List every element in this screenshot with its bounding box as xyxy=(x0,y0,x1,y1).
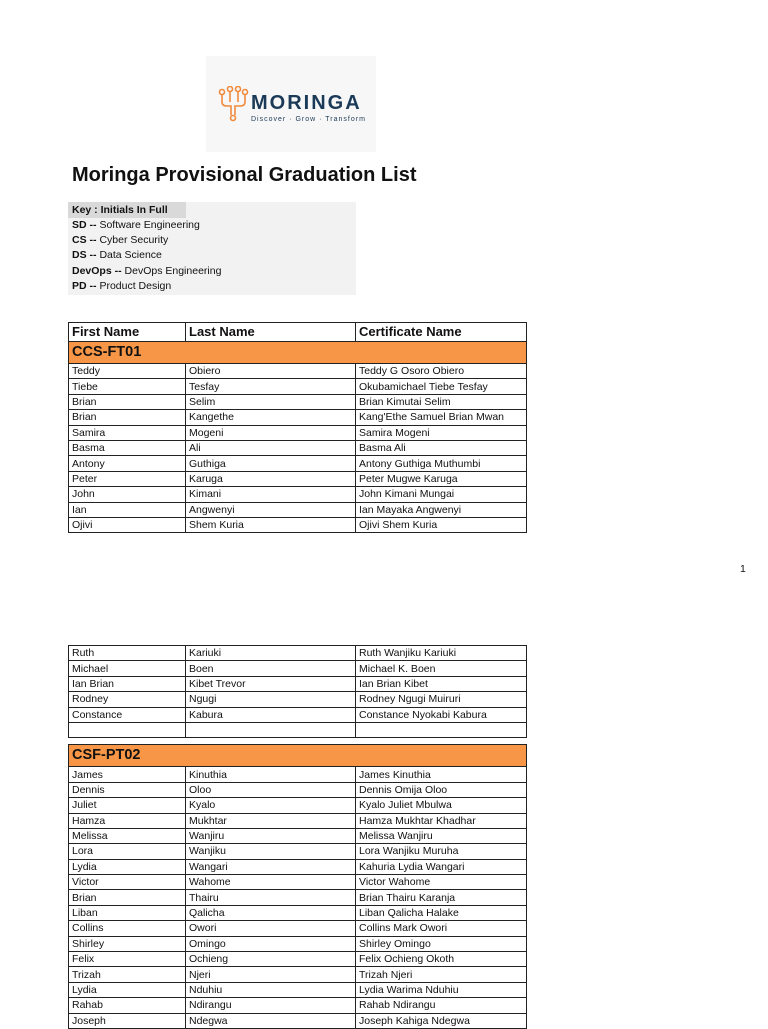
first-name-cell: Teddy xyxy=(69,364,186,379)
table-row xyxy=(69,844,527,859)
last-name-cell: Kabura xyxy=(186,707,356,722)
first-name-cell: Brian xyxy=(69,890,186,905)
first-name-cell: Collins xyxy=(69,921,186,936)
certificate-name-cell: Samira Mogeni xyxy=(356,425,527,440)
cohort-row xyxy=(69,745,527,767)
table-row xyxy=(69,440,527,455)
table-row xyxy=(69,828,527,843)
first-name-cell: Samira xyxy=(69,425,186,440)
first-name-cell: Ojivi xyxy=(69,517,186,532)
certificate-name-cell: Ojivi Shem Kuria xyxy=(356,517,527,532)
last-name-cell: Omingo xyxy=(186,936,356,951)
key-item: SD -- Software Engineering xyxy=(72,219,200,231)
key-legend xyxy=(68,202,356,295)
first-name-cell: Juliet xyxy=(69,798,186,813)
table-row xyxy=(69,921,527,936)
certificate-name-cell: Rodney Ngugi Muiruri xyxy=(356,692,527,707)
cohort-row xyxy=(69,342,527,364)
table-row xyxy=(69,502,527,517)
certificate-name-cell: Antony Guthiga Muthumbi xyxy=(356,456,527,471)
last-name-cell: Karuga xyxy=(186,471,356,486)
certificate-name-cell: Kyalo Juliet Mbulwa xyxy=(356,798,527,813)
first-name-cell: Joseph xyxy=(69,1013,186,1028)
last-name-cell: Ochieng xyxy=(186,952,356,967)
certificate-name-cell: Brian Thairu Karanja xyxy=(356,890,527,905)
spacer-row xyxy=(69,738,527,745)
key-heading: Key : Initials In Full xyxy=(68,202,186,218)
key-item: CS -- Cyber Security xyxy=(72,234,169,246)
first-name-cell: Ruth xyxy=(69,646,186,661)
first-name-cell: James xyxy=(69,767,186,782)
graduation-table-page2 xyxy=(68,645,527,1029)
certificate-name-cell: Rahab Ndirangu xyxy=(356,998,527,1013)
table-row xyxy=(69,890,527,905)
table-row xyxy=(69,905,527,920)
table-row xyxy=(69,517,527,532)
first-name-cell: Ian Brian xyxy=(69,676,186,691)
last-name-cell: Wahome xyxy=(186,875,356,890)
first-name-cell: Ian xyxy=(69,502,186,517)
logo-wordmark: MORINGA xyxy=(251,92,362,114)
certificate-name-cell: Shirley Omingo xyxy=(356,936,527,951)
last-name-cell: Qalicha xyxy=(186,905,356,920)
table-row xyxy=(69,859,527,874)
table-row xyxy=(69,676,527,691)
table-row xyxy=(69,471,527,486)
page-number: 1 xyxy=(740,563,746,575)
certificate-name-cell: Michael K. Boen xyxy=(356,661,527,676)
table-row xyxy=(69,875,527,890)
certificate-name-cell: Ian Mayaka Angwenyi xyxy=(356,502,527,517)
certificate-name-cell: Liban Qalicha Halake xyxy=(356,905,527,920)
certificate-name-cell: Brian Kimutai Selim xyxy=(356,394,527,409)
table-row xyxy=(69,798,527,813)
first-name-cell: Lydia xyxy=(69,982,186,997)
table-row xyxy=(69,998,527,1013)
last-name-cell: Thairu xyxy=(186,890,356,905)
first-name-cell: Basma xyxy=(69,440,186,455)
last-name-cell: Selim xyxy=(186,394,356,409)
first-name-cell: Constance xyxy=(69,707,186,722)
first-name-cell: Rodney xyxy=(69,692,186,707)
key-item: DS -- Data Science xyxy=(72,249,162,261)
last-name-cell: Kariuki xyxy=(186,646,356,661)
last-name-cell: Obiero xyxy=(186,364,356,379)
certificate-name-cell: Collins Mark Owori xyxy=(356,921,527,936)
first-name-cell: Rahab xyxy=(69,998,186,1013)
certificate-name-cell: Hamza Mukhtar Khadhar xyxy=(356,813,527,828)
table-row xyxy=(69,487,527,502)
first-name-cell: John xyxy=(69,487,186,502)
first-name-cell: Brian xyxy=(69,394,186,409)
key-item: PD -- Product Design xyxy=(72,280,172,292)
first-name-cell: Trizah xyxy=(69,967,186,982)
last-name-cell: Wanjiku xyxy=(186,844,356,859)
last-name-cell: Mukhtar xyxy=(186,813,356,828)
first-name-cell: Lydia xyxy=(69,859,186,874)
last-name-cell: Owori xyxy=(186,921,356,936)
first-name-cell: Michael xyxy=(69,661,186,676)
key-item: DevOps -- DevOps Engineering xyxy=(72,265,222,277)
last-name-cell: Kyalo xyxy=(186,798,356,813)
last-name-cell: Ndegwa xyxy=(186,1013,356,1028)
last-name-cell: Wanjiru xyxy=(186,828,356,843)
last-name-cell: Nduhiu xyxy=(186,982,356,997)
certificate-name-cell: Okubamichael Tiebe Tesfay xyxy=(356,379,527,394)
certificate-name-cell: James Kinuthia xyxy=(356,767,527,782)
table-row xyxy=(69,782,527,797)
table-row xyxy=(69,364,527,379)
last-name-cell: Shem Kuria xyxy=(186,517,356,532)
certificate-name-cell: Basma Ali xyxy=(356,440,527,455)
blank-row xyxy=(69,722,527,737)
table-row xyxy=(69,707,527,722)
certificate-name-cell: Peter Mugwe Karuga xyxy=(356,471,527,486)
last-name-cell: Tesfay xyxy=(186,379,356,394)
table-row xyxy=(69,661,527,676)
certificate-name-cell: Dennis Omija Oloo xyxy=(356,782,527,797)
table-row xyxy=(69,692,527,707)
first-name-cell: Hamza xyxy=(69,813,186,828)
last-name-cell: Wangari xyxy=(186,859,356,874)
cohort-label: CCS-FT01 xyxy=(69,342,527,364)
table-row xyxy=(69,936,527,951)
last-name-cell: Oloo xyxy=(186,782,356,797)
last-name-cell: Ngugi xyxy=(186,692,356,707)
table-row xyxy=(69,456,527,471)
column-header-last-name: Last Name xyxy=(186,323,356,342)
first-name-cell: Antony xyxy=(69,456,186,471)
certificate-name-cell: Kahuria Lydia Wangari xyxy=(356,859,527,874)
first-name-cell: Melissa xyxy=(69,828,186,843)
certificate-name-cell: Victor Wahome xyxy=(356,875,527,890)
table-row xyxy=(69,767,527,782)
table-row xyxy=(69,410,527,425)
first-name-cell: Dennis xyxy=(69,782,186,797)
last-name-cell: Kimani xyxy=(186,487,356,502)
page-title: Moringa Provisional Graduation List xyxy=(72,164,417,186)
last-name-cell: Kangethe xyxy=(186,410,356,425)
table-row xyxy=(69,646,527,661)
certificate-name-cell: Joseph Kahiga Ndegwa xyxy=(356,1013,527,1028)
column-header-first-name: First Name xyxy=(69,323,186,342)
certificate-name-cell: Lydia Warima Nduhiu xyxy=(356,982,527,997)
graduation-table-page1 xyxy=(68,322,527,533)
first-name-cell: Liban xyxy=(69,905,186,920)
cohort-label: CSF-PT02 xyxy=(69,745,527,767)
table-row xyxy=(69,425,527,440)
column-header-certificate-name: Certificate Name xyxy=(356,323,527,342)
table-row xyxy=(69,1013,527,1028)
certificate-name-cell: Trizah Njeri xyxy=(356,967,527,982)
last-name-cell: Ndirangu xyxy=(186,998,356,1013)
last-name-cell: Boen xyxy=(186,661,356,676)
certificate-name-cell: Lora Wanjiku Muruha xyxy=(356,844,527,859)
certificate-name-cell: Kang'Ethe Samuel Brian Mwan xyxy=(356,410,527,425)
table-row xyxy=(69,952,527,967)
logo-tagline: Discover · Grow · Transform xyxy=(251,116,366,123)
first-name-cell: Felix xyxy=(69,952,186,967)
last-name-cell: Guthiga xyxy=(186,456,356,471)
first-name-cell: Tiebe xyxy=(69,379,186,394)
table-row xyxy=(69,379,527,394)
table-row xyxy=(69,813,527,828)
certificate-name-cell: Ian Brian Kibet xyxy=(356,676,527,691)
certificate-name-cell: Constance Nyokabi Kabura xyxy=(356,707,527,722)
moringa-logo-icon xyxy=(217,86,249,122)
last-name-cell: Kibet Trevor xyxy=(186,676,356,691)
certificate-name-cell: John Kimani Mungai xyxy=(356,487,527,502)
last-name-cell: Mogeni xyxy=(186,425,356,440)
first-name-cell: Victor xyxy=(69,875,186,890)
table-row xyxy=(69,394,527,409)
header-row xyxy=(69,323,527,342)
first-name-cell: Peter xyxy=(69,471,186,486)
first-name-cell: Brian xyxy=(69,410,186,425)
certificate-name-cell: Felix Ochieng Okoth xyxy=(356,952,527,967)
last-name-cell: Njeri xyxy=(186,967,356,982)
table-row xyxy=(69,967,527,982)
table-row xyxy=(69,982,527,997)
last-name-cell: Ali xyxy=(186,440,356,455)
certificate-name-cell: Ruth Wanjiku Kariuki xyxy=(356,646,527,661)
certificate-name-cell: Melissa Wanjiru xyxy=(356,828,527,843)
last-name-cell: Kinuthia xyxy=(186,767,356,782)
certificate-name-cell: Teddy G Osoro Obiero xyxy=(356,364,527,379)
last-name-cell: Angwenyi xyxy=(186,502,356,517)
first-name-cell: Lora xyxy=(69,844,186,859)
first-name-cell: Shirley xyxy=(69,936,186,951)
